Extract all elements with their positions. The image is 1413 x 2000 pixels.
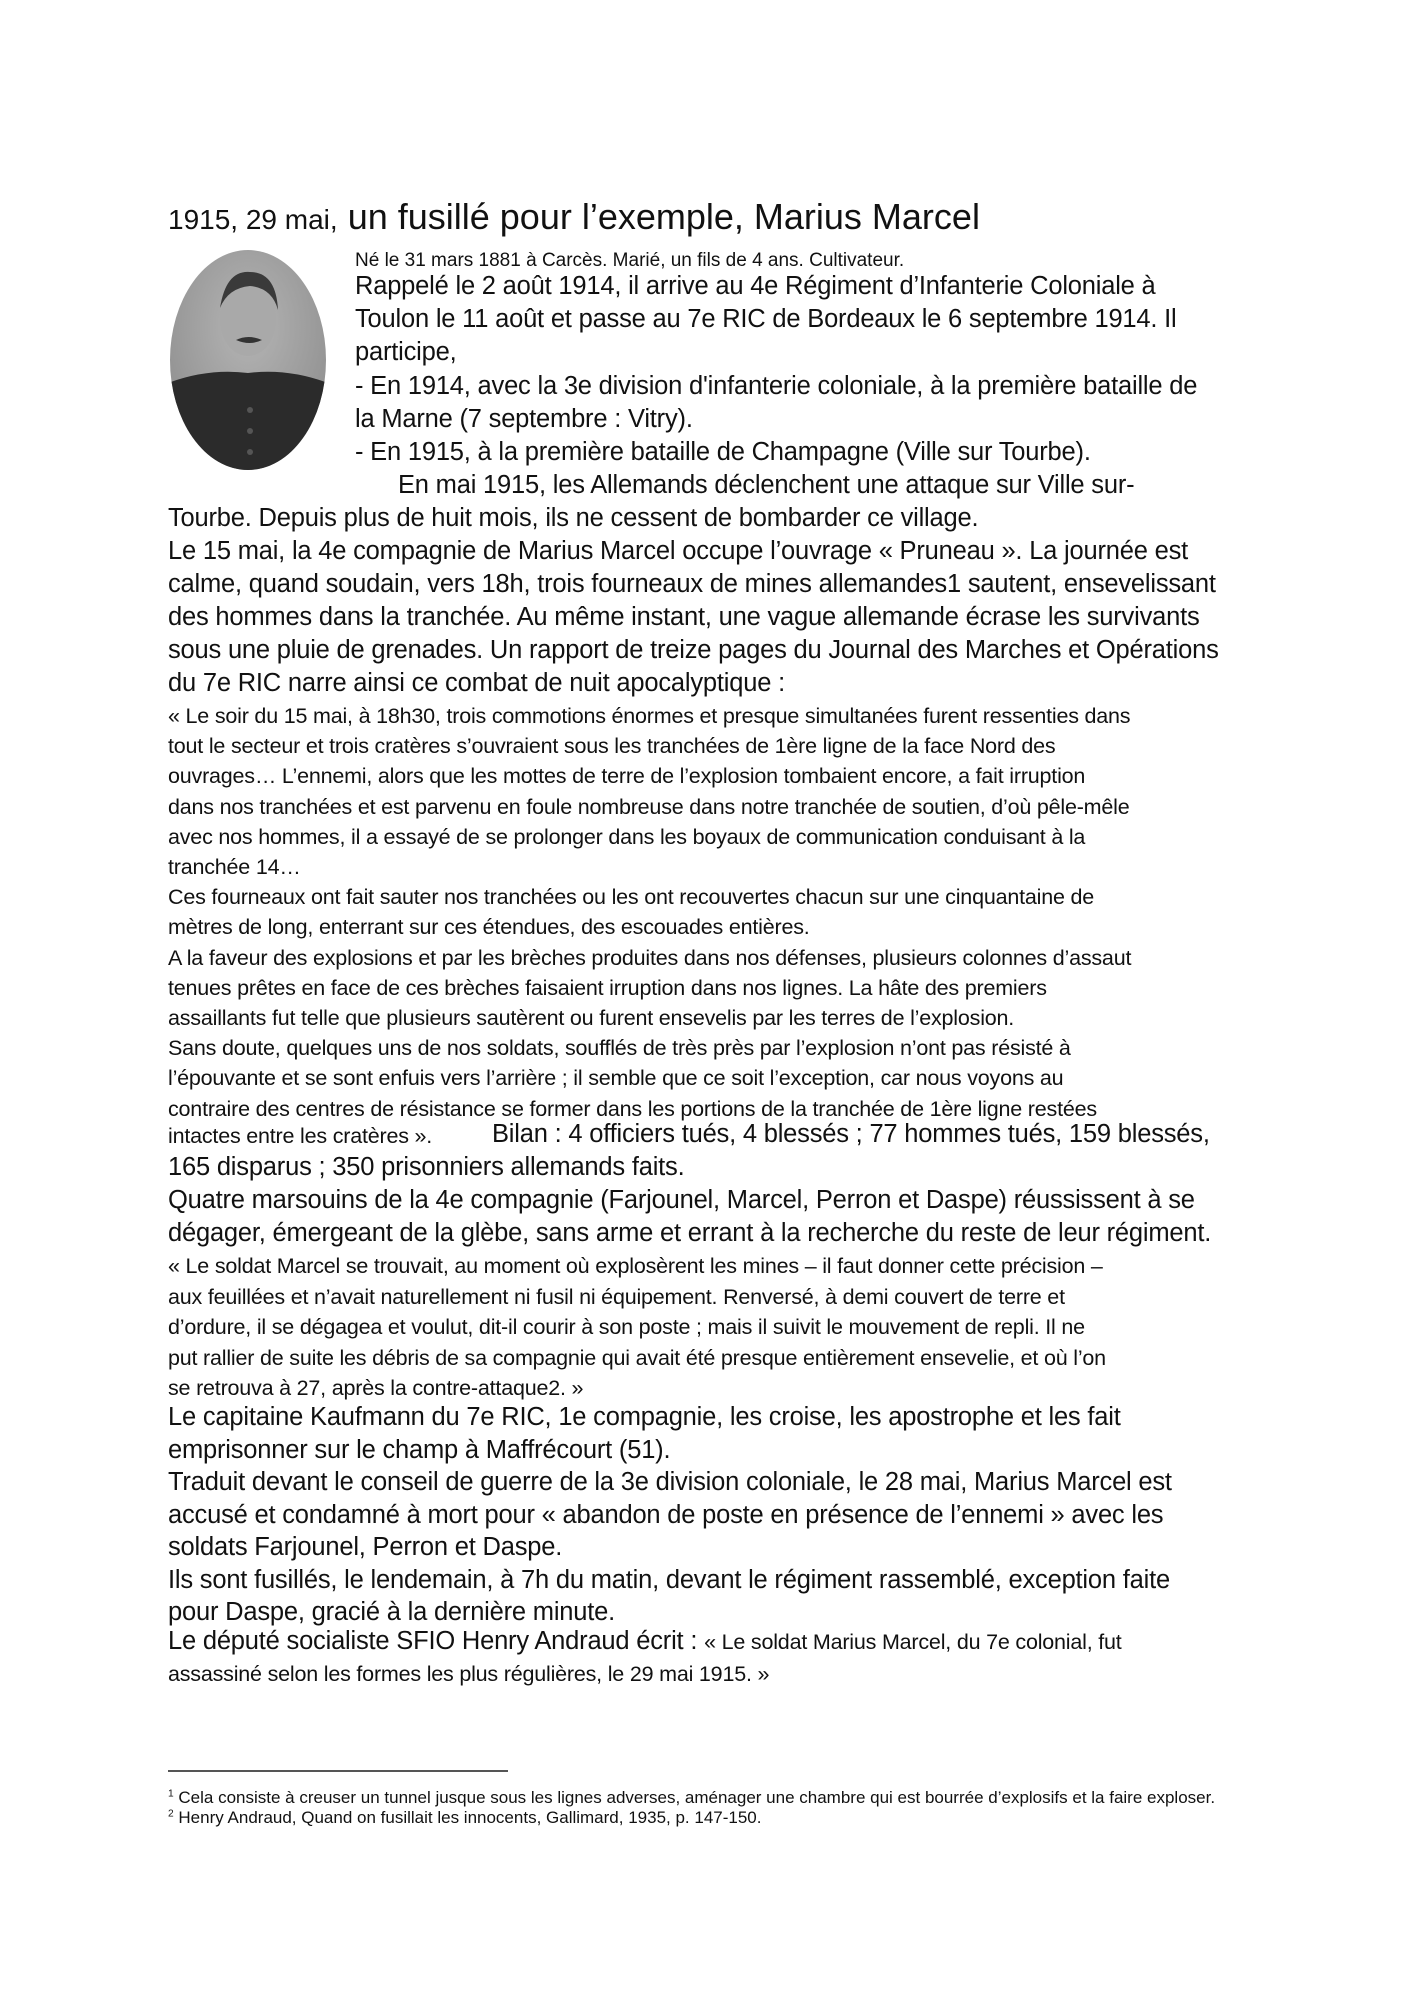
bio-line: - En 1915, à la première bataille de Champagne (Ville sur Tourbe).	[355, 438, 1091, 466]
body-line: accusé et condamné à mort pour « abandon de poste en présence de l’ennemi » avec les	[168, 1500, 1164, 1529]
body-line: calme, quand soudain, vers 18h, trois fourneaux de mines allemandes1 sautent, ensevelissant	[168, 570, 1216, 598]
quote-line: Ces fourneaux ont fait sauter nos tranchées ou les ont recouvertes chacun sur une cinquantaine de	[168, 885, 1095, 910]
quote-line: mètres de long, enterrant sur ces étendues, des escouades entières.	[168, 915, 810, 940]
body-line: du 7e RIC narre ainsi ce combat de nuit apocalyptique :	[168, 669, 785, 697]
bio-line: - En 1914, avec la 3e division d'infanterie coloniale, à la première bataille de	[355, 372, 1198, 400]
quote-line: d’ordure, il se dégagea et voulut, dit-il courir à son poste ; mais il suivit le mouvement de repli. Il ne	[168, 1315, 1085, 1339]
quote-line: tranchée 14…	[168, 855, 301, 879]
bio-line: Né le 31 mars 1881 à Carcès. Marié, un fils de 4 ans. Cultivateur.	[355, 250, 905, 271]
body-line: Le 15 mai, la 4e compagnie de Marius Marcel occupe l’ouvrage « Pruneau ». La journée est	[168, 537, 1189, 565]
page-title	[168, 196, 980, 238]
quote-line: dans nos tranchées et est parvenu en foule nombreuse dans notre tranchée de soutien, d’où pêle-mêle	[168, 794, 1130, 819]
bio-line: Rappelé le 2 août 1914, il arrive au 4e Régiment d’Infanterie Coloniale à	[355, 272, 1156, 300]
footnote-text: Henry Andraud, Quand on fusillait les innocents, Gallimard, 1935, p. 147-150.	[178, 1808, 762, 1827]
andraud-lead: Le député socialiste SFIO Henry Andraud écrit :	[168, 1627, 698, 1655]
body-line: Traduit devant le conseil de guerre de la 3e division coloniale, le 28 mai, Marius Marcel est	[168, 1468, 1172, 1496]
footnote-number: 1	[168, 1788, 174, 1800]
andraud-line: assassiné selon les formes les plus régulières, le 29 mai 1915. »	[168, 1662, 770, 1686]
footnote-text: Cela consiste à creuser un tunnel jusque sous les lignes adverses, aménager une chambre qui est bourrée d’explosifs et la faire exploser.	[178, 1788, 1216, 1807]
andraud-line	[168, 1627, 1122, 1656]
quote-line: ouvrages… L’ennemi, alors que les mottes de terre de l’explosion tombaient encore, a fait irruption	[168, 764, 1086, 789]
quote-line: avec nos hommes, il a essayé de se prolonger dans les boyaux de communication conduisant à la	[168, 824, 1086, 849]
quote-line: tout le secteur et trois cratères s’ouvraient sous les tranchées de 1ère ligne de la face Nord des	[168, 734, 1056, 759]
bio-line: Toulon le 11 août et passe au 7e RIC de Bordeaux le 6 septembre 1914. Il	[355, 305, 1177, 333]
quote-line: « Le soldat Marcel se trouvait, au moment où explosèrent les mines – il faut donner cette précision –	[168, 1254, 1103, 1278]
quote-end: intactes entre les cratères ».	[168, 1124, 433, 1148]
quote-line: Sans doute, quelques uns de nos soldats, soufflés de très près par l’explosion n’ont pas résisté à	[168, 1036, 1071, 1061]
body-line: Quatre marsouins de la 4e compagnie (Farjounel, Marcel, Perron et Daspe) réussissent à se	[168, 1186, 1195, 1214]
footnote-1	[168, 1788, 1215, 1808]
body-line: Tourbe. Depuis plus de huit mois, ils ne cessent de bombarder ce village.	[168, 504, 979, 532]
quote-line: aux feuillées et n’avait naturellement ni fusil ni équipement. Renversé, à demi couvert de terre et	[168, 1284, 1065, 1309]
body-line: Ils sont fusillés, le lendemain, à 7h du matin, devant le régiment rassemblé, exception faite	[168, 1565, 1170, 1594]
quote-line: se retrouva à 27, après la contre-attaque2. »	[168, 1376, 584, 1400]
quote-line: A la faveur des explosions et par les brèches produites dans nos défenses, plusieurs colonnes d’assaut	[168, 945, 1132, 970]
portrait-photo	[168, 248, 328, 473]
footnote-2	[168, 1808, 761, 1828]
bio-line: En mai 1915, les Allemands déclenchent une attaque sur Ville sur-	[398, 471, 1135, 499]
body-line: emprisonner sur le champ à Maffrécourt (51).	[168, 1435, 671, 1464]
quote-line: « Le soir du 15 mai, à 18h30, trois commotions énormes et presque simultanées furent ressenties dans	[168, 704, 1131, 728]
footnote-rule	[168, 1770, 508, 1772]
body-line: des hommes dans la tranchée. Au même instant, une vague allemande écrase les survivants	[168, 603, 1200, 631]
body-line: 165 disparus ; 350 prisonniers allemands faits.	[168, 1153, 685, 1181]
body-line: pour Daspe, gracié à la dernière minute.	[168, 1598, 616, 1626]
body-line: Le capitaine Kaufmann du 7e RIC, 1e compagnie, les croise, les apostrophe et les fait	[168, 1403, 1121, 1431]
body-line: sous une pluie de grenades. Un rapport de treize pages du Journal des Marches et Opérations	[168, 636, 1219, 664]
quote-line: assaillants fut telle que plusieurs sautèrent ou furent ensevelis par les terres de l’explosion.	[168, 1006, 1015, 1030]
title-date: 1915, 29 mai,	[168, 204, 338, 235]
body-line: dégager, émergeant de la glèbe, sans arme et errant à la recherche du reste de leur régiment.	[168, 1219, 1212, 1247]
quote-line: tenues prêtes en face de ces brèches faisaient irruption dans nos lignes. La hâte des premiers	[168, 975, 1047, 1000]
footnote-number: 2	[168, 1808, 174, 1820]
quote-line: contraire des centres de résistance se former dans les portions de la tranchée de 1ère ligne restées	[168, 1096, 1097, 1121]
body-line: soldats Farjounel, Perron et Daspe.	[168, 1533, 563, 1561]
quote-line: put rallier de suite les débris de sa compagnie qui avait été presque entièrement ensevelie, et où l’on	[168, 1345, 1106, 1370]
quote-line: l’épouvante et se sont enfuis vers l’arrière ; il semble que ce soit l’exception, car nous voyons au	[168, 1066, 1064, 1091]
bio-line: la Marne (7 septembre : Vitry).	[355, 405, 693, 433]
bio-line: participe,	[355, 338, 457, 366]
body-line: Bilan : 4 officiers tués, 4 blessés ; 77 hommes tués, 159 blessés,	[492, 1120, 1210, 1148]
title-main: un fusillé pour l’exemple, Marius Marcel	[347, 196, 980, 237]
andraud-quote: « Le soldat Marius Marcel, du 7e colonial, fut	[704, 1630, 1122, 1654]
